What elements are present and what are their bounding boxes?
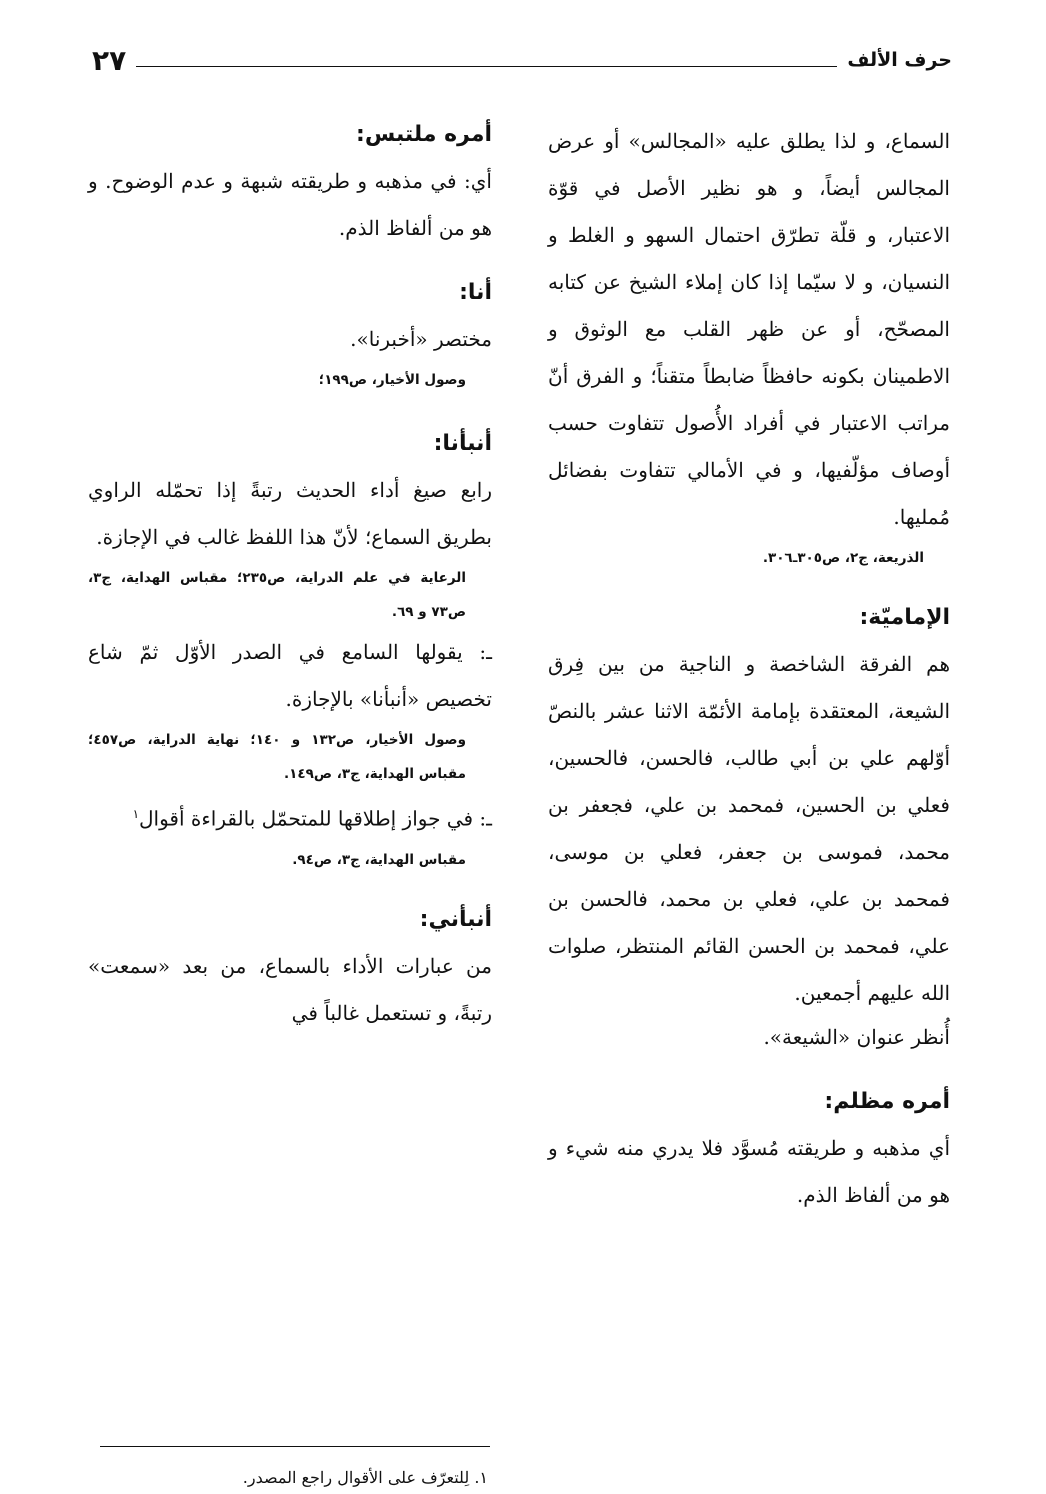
entry-title-anbaani: أنبأني: — [419, 906, 492, 932]
source-citation: الذريعة، ج٢، ص٣٠٥ـ٣٠٦. — [762, 550, 924, 566]
source-citation: مقباس الهداية، ج٣، ص٩٤. — [292, 851, 466, 868]
entry-subtext-anbaana-2-text: ـ: في جواز إطلاقها للمتحمّل بالقراءة أقوال — [139, 806, 492, 831]
entry-text-ana: مختصر «أخبرنا». — [350, 327, 492, 351]
footnote-marker: ١ — [132, 807, 140, 821]
right-column — [548, 118, 950, 1219]
footnote-rule — [100, 1446, 490, 1447]
entry-text-muzlim: أي مذهبه و طريقته مُسوَّد فلا يدري منه شيء و هو من ألفاظ الذم. — [548, 1136, 950, 1207]
left-column — [88, 118, 492, 1037]
entry-subtext-anbaana-2 — [88, 791, 492, 843]
entry-text-anbaana: رابع صيغ أداء الحديث رتبةً إذا تحمّله الراوي بطريق السماع؛ لأنّ هذا اللفظ غالب في الإجازة. — [88, 478, 492, 549]
entry-title-anbaana: أنبأنا: — [433, 431, 492, 456]
entry-title-imamiyya: الإماميّة: — [859, 605, 950, 630]
entry-title-ana: أنا: — [459, 280, 492, 305]
source-citation: وصول الأخيار، ص١٩٩؛ — [318, 372, 466, 388]
chapter-title: حرف الألف — [847, 49, 952, 71]
running-header — [92, 40, 952, 80]
page-number: ٢٧ — [92, 43, 127, 77]
cross-reference: أُنظر عنوان «الشيعة». — [763, 1025, 950, 1049]
source-citation: وصول الأخيار، ص١٣٢ و ١٤٠؛ نهاية الدراية، ص٤٥٧؛ مقباس الهداية، ج٣، ص١٤٩. — [88, 732, 466, 782]
entry-text-anbaani: من عبارات الأداء بالسماع، من بعد «سمعت» رتبةً، و تستعمل غالباً في — [88, 953, 492, 1025]
entry-title-muzlim: أمره مظلم: — [824, 1089, 950, 1114]
entry-title-multabis: أمره ملتبس: — [356, 122, 492, 147]
continued-paragraph: السماع، و لذا يطلق عليه «المجالس» أو عرض المجالس أيضاً، و هو نظير الأصل في قوّة الاعتبار، و قلّة تطرّق احتمال السهو و الغلط و النسيان، و لا سيّما إذا كان إملاء الشيخ عن كتابه المصحّح، أو عن ظهر القلب مع الوثوق و الاطمينان بكونه حافظاً ضابطاً متقناً؛ و الفرق أنّ مراتب الاعتبار في أفراد الأُصول تتفاوت حسب أوصاف مؤلّفيها، و في الأمالي تتفاوت بفضائل مُمليها. — [548, 129, 950, 529]
entry-text-multabis: أي: في مذهبه و طريقته شبهة و عدم الوضوح. و هو من ألفاظ الذم. — [88, 169, 492, 240]
source-citation: الرعاية في علم الدراية، ص٢٣٥؛ مقباس الهداية، ج٣، ص٧٣ و ٦٩. — [88, 570, 466, 620]
header-rule — [136, 66, 837, 67]
entry-text-imamiyya: هم الفرقة الشاخصة و الناجية من بين فِرق الشيعة، المعتقدة بإمامة الأئمّة الاثنا عشر بالنصّ أوّلهم علي بن أبي طالب، فالحسن، فالحسين، فعلي بن الحسين، فمحمد بن علي، فجعفر بن محمد، فموسى بن جعفر، فعلي بن موسى، فمحمد بن علي، فعلي بن محمد، فالحسن بن علي، فمحمد بن الحسن القائم المنتظر، صلوات الله عليهم أجمعين. — [548, 652, 950, 1005]
footnote: ١. لِلتعرّف على الأقوال راجع المصدر. — [242, 1468, 488, 1487]
entry-subtext-anbaana: ـ: يقولها السامع في الصدر الأوّل ثمّ شاع تخصيص «أنبأنا» بالإجازة. — [88, 640, 492, 711]
